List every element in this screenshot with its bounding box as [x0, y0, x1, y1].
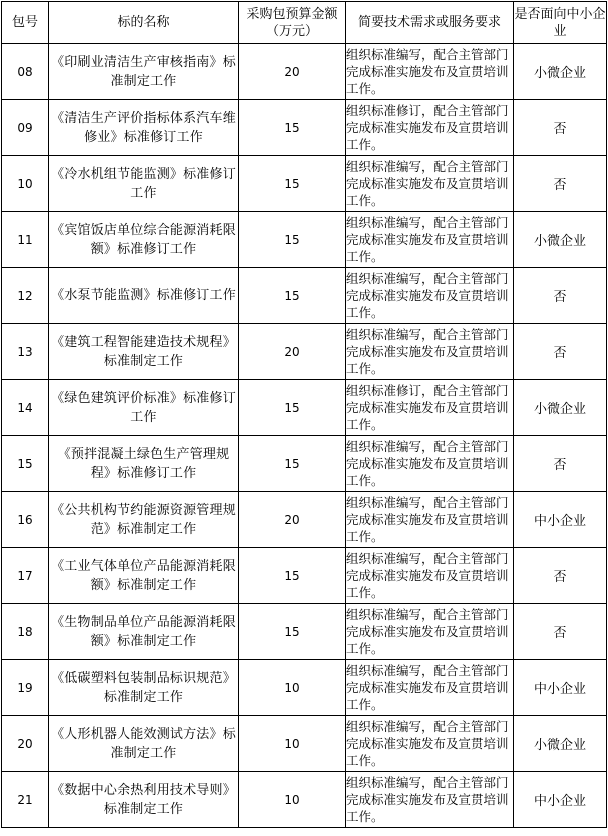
cell-name: 《预拌混凝土绿色生产管理规程》标准修订工作 — [49, 436, 239, 492]
cell-budget: 15 — [239, 604, 346, 660]
cell-budget: 15 — [239, 436, 346, 492]
cell-requirement: 组织标准编写，配合主管部门完成标准实施发布及宣贯培训工作。 — [346, 548, 514, 604]
cell-budget: 20 — [239, 492, 346, 548]
cell-requirement: 组织标准编写，配合主管部门完成标准实施发布及宣贯培训工作。 — [346, 212, 514, 268]
cell-sme: 小微企业 — [514, 380, 607, 436]
cell-sme: 小微企业 — [514, 212, 607, 268]
cell-name: 《冷水机组节能监测》标准修订工作 — [49, 156, 239, 212]
cell-requirement: 组织标准编写，配合主管部门完成标准实施发布及宣贯培训工作。 — [346, 772, 514, 828]
cell-sme: 否 — [514, 324, 607, 380]
cell-id: 08 — [2, 44, 49, 100]
cell-requirement: 组织标准编写，配合主管部门完成标准实施发布及宣贯培训工作。 — [346, 604, 514, 660]
table-row — [2, 156, 607, 212]
cell-budget: 10 — [239, 660, 346, 716]
cell-id: 10 — [2, 156, 49, 212]
cell-sme: 否 — [514, 436, 607, 492]
cell-requirement: 组织标准编写，配合主管部门完成标准实施发布及宣贯培训工作。 — [346, 268, 514, 324]
header-budget: 采购包预算金额（万元） — [239, 2, 346, 44]
table-row — [2, 716, 607, 772]
cell-requirement: 组织标准编写，配合主管部门完成标准实施发布及宣贯培训工作。 — [346, 156, 514, 212]
cell-sme: 否 — [514, 100, 607, 156]
cell-sme: 小微企业 — [514, 44, 607, 100]
cell-requirement: 组织标准编写，配合主管部门完成标准实施发布及宣贯培训工作。 — [346, 436, 514, 492]
cell-budget: 15 — [239, 548, 346, 604]
cell-budget: 15 — [239, 156, 346, 212]
cell-id: 18 — [2, 604, 49, 660]
cell-name: 《宾馆饭店单位综合能源消耗限额》标准修订工作 — [49, 212, 239, 268]
cell-name: 《绿色建筑评价标准》标准修订工作 — [49, 380, 239, 436]
cell-budget: 10 — [239, 716, 346, 772]
table-row — [2, 212, 607, 268]
cell-name: 《水泵节能监测》标准修订工作 — [49, 268, 239, 324]
table-body — [2, 44, 607, 828]
cell-name: 《生物制品单位产品能源消耗限额》标准制定工作 — [49, 604, 239, 660]
table-row — [2, 660, 607, 716]
cell-budget: 15 — [239, 380, 346, 436]
table-row — [2, 44, 607, 100]
cell-id: 16 — [2, 492, 49, 548]
cell-name: 《清洁生产评价指标体系汽车维修业》标准修订工作 — [49, 100, 239, 156]
cell-name: 《公共机构节约能源资源管理规范》标准制定工作 — [49, 492, 239, 548]
header-sme: 是否面向中小企业 — [514, 2, 607, 44]
cell-requirement: 组织标准修订，配合主管部门完成标准实施发布及宣贯培训工作。 — [346, 100, 514, 156]
cell-id: 15 — [2, 436, 49, 492]
table-row — [2, 548, 607, 604]
cell-requirement: 组织标准编写，配合主管部门完成标准实施发布及宣贯培训工作。 — [346, 492, 514, 548]
cell-requirement: 组织标准编写，配合主管部门完成标准实施发布及宣贯培训工作。 — [346, 324, 514, 380]
table-row — [2, 324, 607, 380]
cell-name: 《工业气体单位产品能源消耗限额》标准制定工作 — [49, 548, 239, 604]
cell-sme: 小微企业 — [514, 716, 607, 772]
table-row — [2, 436, 607, 492]
cell-requirement: 组织标准修订，配合主管部门完成标准实施发布及宣贯培训工作。 — [346, 380, 514, 436]
cell-id: 12 — [2, 268, 49, 324]
cell-name: 《低碳塑料包装制品标识规范》标准制定工作 — [49, 660, 239, 716]
cell-id: 09 — [2, 100, 49, 156]
header-name: 标的名称 — [49, 2, 239, 44]
cell-id: 19 — [2, 660, 49, 716]
cell-id: 21 — [2, 772, 49, 828]
cell-budget: 15 — [239, 212, 346, 268]
cell-name: 《印刷业清洁生产审核指南》标准制定工作 — [49, 44, 239, 100]
cell-sme: 中小企业 — [514, 660, 607, 716]
cell-sme: 中小企业 — [514, 492, 607, 548]
cell-sme: 中小企业 — [514, 772, 607, 828]
cell-name: 《数据中心余热利用技术导则》标准制定工作 — [49, 772, 239, 828]
cell-sme: 否 — [514, 604, 607, 660]
cell-requirement: 组织标准编写，配合主管部门完成标准实施发布及宣贯培训工作。 — [346, 44, 514, 100]
cell-sme: 否 — [514, 548, 607, 604]
cell-name: 《建筑工程智能建造技术规程》标准制定工作 — [49, 324, 239, 380]
cell-budget: 15 — [239, 100, 346, 156]
cell-id: 11 — [2, 212, 49, 268]
procurement-table — [1, 1, 607, 828]
cell-id: 14 — [2, 380, 49, 436]
header-id: 包号 — [2, 2, 49, 44]
cell-requirement: 组织标准编写，配合主管部门完成标准实施发布及宣贯培训工作。 — [346, 660, 514, 716]
cell-id: 17 — [2, 548, 49, 604]
cell-sme: 否 — [514, 268, 607, 324]
cell-budget: 15 — [239, 268, 346, 324]
cell-id: 20 — [2, 716, 49, 772]
table-row — [2, 492, 607, 548]
table-row — [2, 604, 607, 660]
cell-name: 《人形机器人能效测试方法》标准制定工作 — [49, 716, 239, 772]
cell-budget: 20 — [239, 324, 346, 380]
cell-budget: 20 — [239, 44, 346, 100]
table-row — [2, 100, 607, 156]
header-requirement: 简要技术需求或服务要求 — [346, 2, 514, 44]
table-row — [2, 268, 607, 324]
cell-sme: 否 — [514, 156, 607, 212]
cell-id: 13 — [2, 324, 49, 380]
cell-requirement: 组织标准编写，配合主管部门完成标准实施发布及宣贯培训工作。 — [346, 716, 514, 772]
table-row — [2, 772, 607, 828]
table-header-row — [2, 2, 607, 44]
cell-budget: 10 — [239, 772, 346, 828]
table-row — [2, 380, 607, 436]
